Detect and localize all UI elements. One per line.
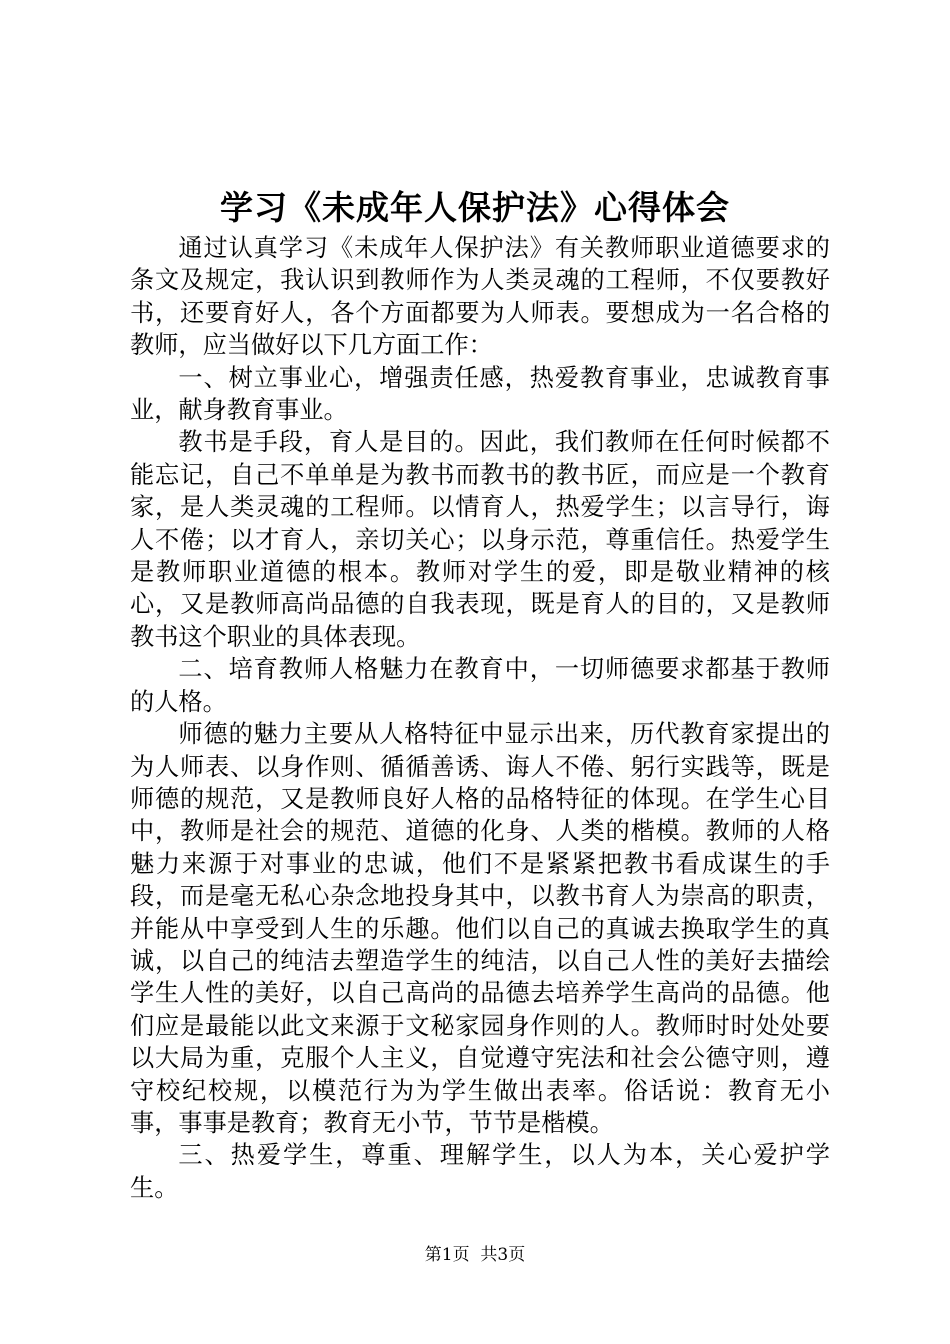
- paragraph-heading-2: 二、培育教师人格魅力在教育中，一切师德要求都基于教师的人格。: [130, 655, 830, 716]
- paragraph-intro: 通过认真学习《未成年人保护法》有关教师职业道德要求的条文及规定，我认识到教师作为人类灵魂的工程师，不仅要教好书，还要育好人，各个方面都要为人师表。要想成为一名合格的教师，应当做好以下几方面工作：: [130, 234, 830, 360]
- paragraph-ethics: 师德的魅力主要从人格特征中显示出来，历代教育家提出的为人师表、以身作则、循循善诱、诲人不倦、躬行实践等，既是师德的规范，又是教师良好人格的品格特征的体现。在学生心目中，教师是社会的规范、道德的化身、人类的楷模。教师的人格魅力来源于对事业的忠诚，他们不是紧紧把教书看成谋生的手段，而是毫无私心杂念地投身其中，以教书育人为崇高的职责，并能从中享受到人生的乐趣。他们以自己的真诚去换取学生的真诚，以自己的纯洁去塑造学生的纯洁，以自己人性的美好去描绘学生人性的美好，以自己高尚的品德去培养学生高尚的品德。他们应是最能以此文来源于文秘家园身作则的人。教师时时处处要以大局为重，克服个人主义，自觉遵守宪法和社会公德守则，遵守校纪校规，以模范行为为学生做出表率。俗话说：教育无小事，事事是教育；教育无小节，节节是楷模。: [130, 720, 830, 1137]
- paragraph-teaching: 教书是手段，育人是目的。因此，我们教师在任何时候都不能忘记，自己不单单是为教书而教书的教书匠，而应是一个教育家，是人类灵魂的工程师。以情育人，热爱学生；以言导行，诲人不倦；以才育人，亲切关心；以身示范，尊重信任。热爱学生是教师职业道德的根本。教师对学生的爱，即是敬业精神的核心，又是教师高尚品德的自我表现，既是育人的目的，又是教师教书这个职业的具体表现。: [130, 428, 830, 651]
- document-body: [130, 232, 830, 1204]
- page-footer: [0, 1243, 950, 1267]
- paragraph-heading-3: 三、热爱学生，尊重、理解学生，以人为本，关心爱护学生。: [130, 1141, 830, 1202]
- document-title: 学习《未成年人保护法》心得体会: [220, 188, 730, 227]
- paragraph-heading-1: 一、树立事业心，增强责任感，热爱教育事业，忠诚教育事业，献身教育事业。: [130, 363, 830, 425]
- page-number: 第1页: [424, 1245, 470, 1265]
- page-total: 共3页: [480, 1245, 526, 1265]
